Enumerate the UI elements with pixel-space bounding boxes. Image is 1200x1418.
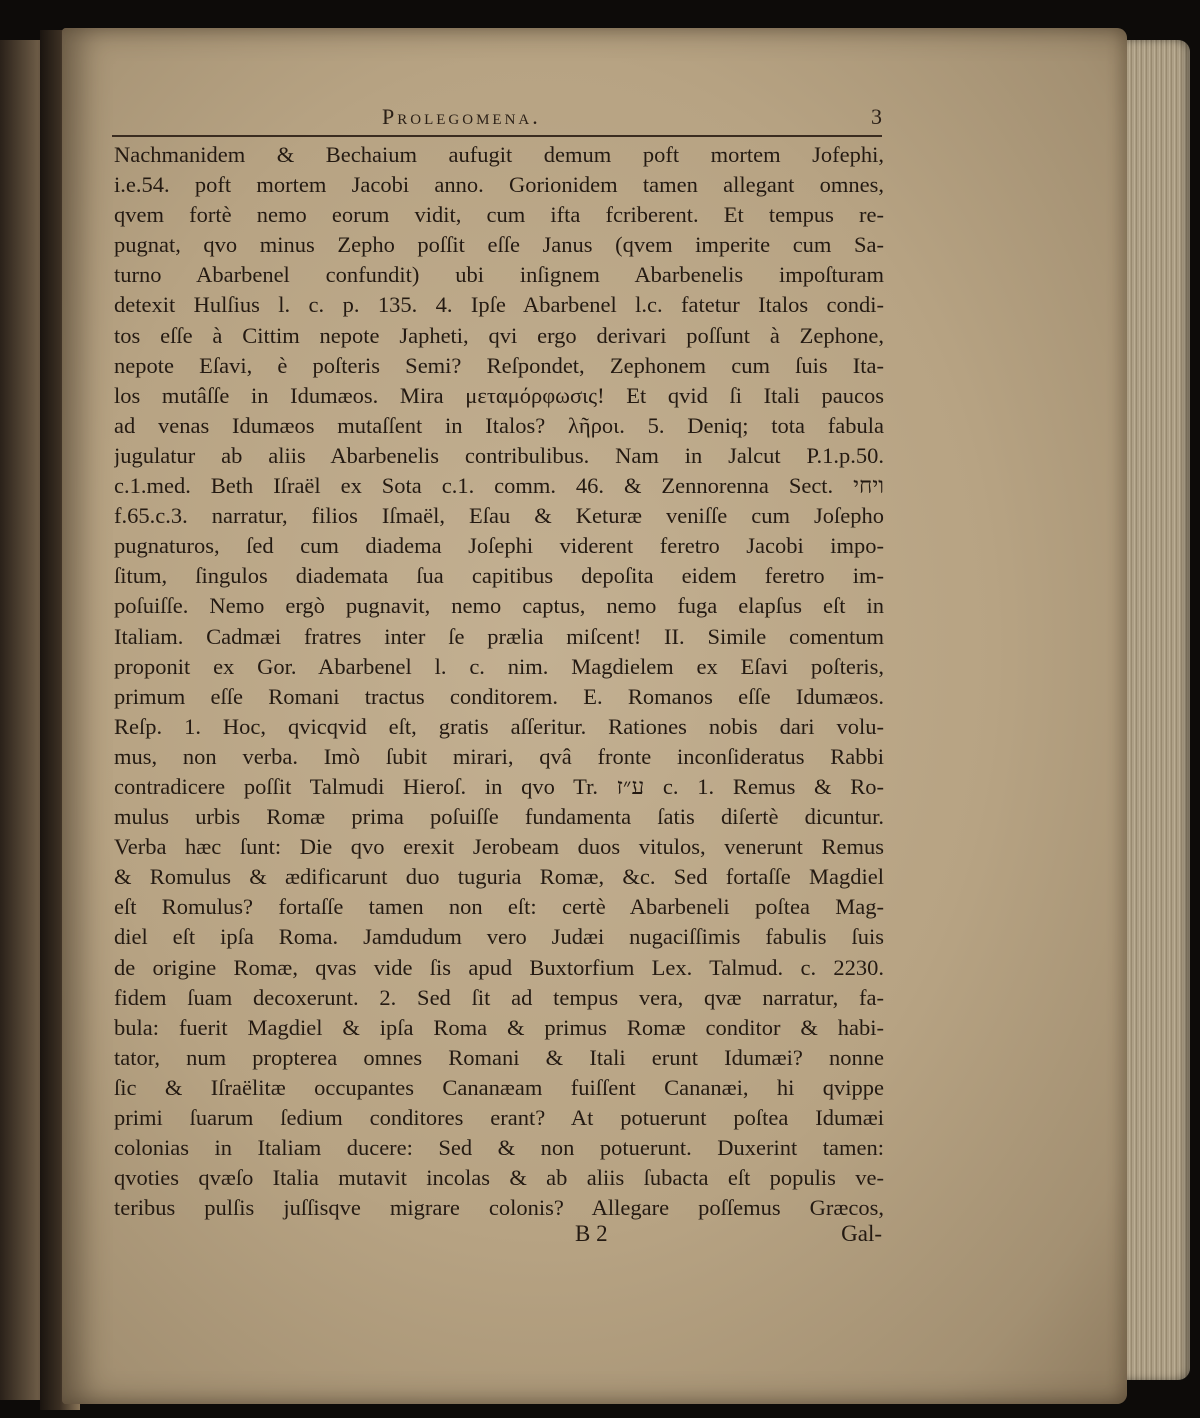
text-line: nepote Eſavi, è poſteris Semi? Reſpondet, Zephonem cum ſuis Ita- — [114, 352, 884, 378]
text-line: detexit Hulſius l. c. p. 135. 4. Ipſe Abarbenel l.c. fatetur Italos condi- — [114, 292, 884, 318]
catchword: Gal- — [841, 1221, 882, 1246]
text-line: ſic & Iſraëlitæ occupantes Cananæam fuiſſent Cananæi, hi qvippe — [114, 1074, 884, 1100]
signature-mark: B 2 — [575, 1221, 608, 1246]
body-text — [114, 140, 884, 1223]
text-line: primi ſuarum ſedium conditores erant? At potuerunt poſtea Idumæi — [114, 1105, 884, 1130]
text-line: ad venas Idumæos mutaſſent in Italos? λῆροι. 5. Deniq; tota fabula — [114, 412, 884, 438]
text-line: teribus pulſis juſſisqve migrare colonis? Allegare poſſemus Græcos, — [114, 1195, 884, 1221]
header-rule — [112, 135, 882, 137]
text-line: turno Abarbenel confundit) ubi inſignem Abarbenelis impoſturam — [114, 262, 884, 288]
text-line: mus, non verba. Imò ſubit mirari, qvâ fronte inconſideratus Rabbi — [114, 743, 884, 769]
text-line: Italiam. Cadmæi fratres inter ſe prælia miſcent! II. Simile comentum — [114, 623, 884, 649]
page-stack-edge — [1118, 40, 1190, 1380]
text-line: & Romulus & ædificarunt duo tuguria Romæ, &c. Sed fortaſſe Magdiel — [114, 864, 884, 890]
page-header — [112, 104, 882, 132]
text-line: qvem fortè nemo eorum vidit, cum ifta fcriberent. Et tempus re- — [114, 202, 884, 228]
running-title: Prolegomena. — [382, 104, 541, 129]
text-line: ſitum, ſingulos diademata ſua capitibus depoſita eidem feretro im- — [114, 563, 884, 589]
text-line: jugulatur ab aliis Abarbenelis contribulibus. Nam in Jalcut P.1.p.50. — [114, 442, 884, 468]
text-line: tos eſſe à Cittim nepote Japheti, qvi ergo derivari poſſunt à Zephone, — [114, 322, 884, 348]
text-line: los mutâſſe in Idumæos. Mira μεταμόρφωσις! Et qvid ſi Itali paucos — [114, 382, 884, 408]
text-line: contradicere poſſit Talmudi Hieroſ. in qvo Tr. ע״ז c. 1. Remus & Ro- — [114, 773, 884, 799]
text-line: bula: fuerit Magdiel & ipſa Roma & primus Romæ conditor & habi- — [114, 1014, 884, 1040]
page-number: 3 — [871, 104, 882, 129]
text-line: Reſp. 1. Hoc, qvicqvid eſt, gratis aſſeritur. Rationes nobis dari volu- — [114, 713, 884, 739]
text-line: qvoties qvæſo Italia mutavit incolas & ab aliis ſubacta eſt populis ve- — [114, 1165, 884, 1191]
text-line: pugnaturos, ſed cum diadema Joſephi viderent feretro Jacobi impo- — [114, 533, 884, 559]
text-line: colonias in Italiam ducere: Sed & non potuerunt. Duxerint tamen: — [114, 1135, 884, 1161]
text-line: tator, num propterea omnes Romani & Itali erunt Idumæi? nonne — [114, 1044, 884, 1070]
text-line: poſuiſſe. Nemo ergò pugnavit, nemo captus, nemo fuga elapſus eſt in — [114, 593, 884, 619]
text-line: pugnat, qvo minus Zepho poſſit eſſe Janus (qvem imperite cum Sa- — [114, 232, 884, 258]
text-line: fidem ſuam decoxerunt. 2. Sed ſit ad tempus vera, qvæ narratur, fa- — [114, 984, 884, 1010]
text-line: f.65.c.3. narratur, filios Iſmaël, Eſau & Keturæ veniſſe cum Joſepho — [114, 503, 884, 529]
text-line: c.1.med. Beth Iſraël ex Sota c.1. comm. 46. & Zennorenna Sect. ויחי — [114, 473, 884, 499]
text-line: de origine Romæ, qvas vide ſis apud Buxtorfium Lex. Talmud. c. 2230. — [114, 954, 884, 980]
text-line: primum eſſe Romani tractus conditorem. E. Romanos eſſe Idumæos. — [114, 683, 884, 709]
text-line: eſt Romulus? fortaſſe tamen non eſt: certè Abarbeneli poſtea Mag- — [114, 894, 884, 920]
text-line: i.e.54. poft mortem Jacobi anno. Gorionidem tamen allegant omnes, — [114, 172, 884, 198]
text-line: mulus urbis Romæ prima poſuiſſe fundamenta ſatis diſertè dicuntur. — [114, 804, 884, 830]
text-line: diel eſt ipſa Roma. Jamdudum vero Judæi nugaciſſimis fabulis ſuis — [114, 924, 884, 950]
text-line: proponit ex Gor. Abarbenel l. c. nim. Magdielem ex Eſavi poſteris, — [114, 653, 884, 679]
text-line: Nachmanidem & Bechaium aufugit demum poft mortem Jofephi, — [114, 142, 884, 167]
text-line: Verba hæc ſunt: Die qvo erexit Jerobeam duos vitulos, venerunt Remus — [114, 834, 884, 860]
